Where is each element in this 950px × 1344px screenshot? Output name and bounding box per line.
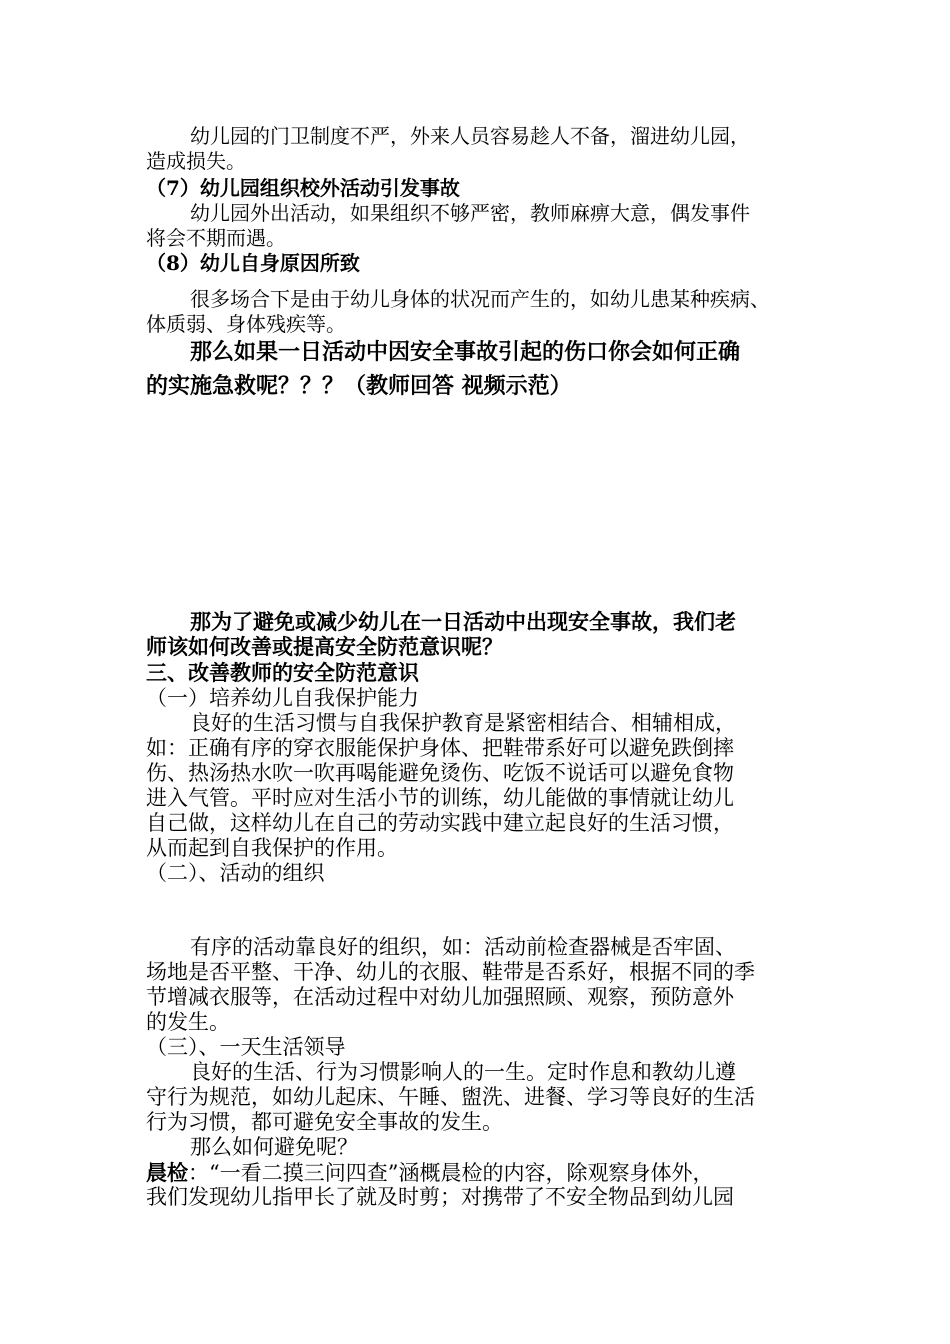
- body-text-line: 造成损失。: [146, 149, 246, 173]
- body-text-line: 很多场合下是由于幼儿身体的状况而产生的，如幼儿患某种疾病、: [190, 287, 770, 311]
- subsection-heading: （一）培养幼儿自我保护能力: [146, 686, 419, 710]
- body-text-line: 从而起到自我保护的作用。: [146, 836, 398, 860]
- body-text-line: 将会不期而遇。: [146, 226, 286, 250]
- morning-check-text: ：“一看二摸三问四查”涵概晨检的内容，除观察身体外，: [188, 1161, 714, 1185]
- body-text-line: 如：正确有序的穿衣服能保护身体、把鞋带系好可以避免跌倒摔: [146, 736, 734, 760]
- body-text-line: 节增减衣服等，在活动过程中对幼儿加强照顾、观察，预防意外: [146, 985, 734, 1009]
- body-text-line: 场地是否平整、干净、幼儿的衣服、鞋带是否系好，根据不同的季: [146, 960, 755, 984]
- body-text-line: 幼儿园的门卫制度不严，外来人员容易趁人不备，溜进幼儿园，: [190, 124, 750, 148]
- subsection-heading: （三）、一天生活领导: [146, 1035, 346, 1059]
- body-text-line: 有序的活动靠良好的组织，如：活动前检查器械是否牢固、: [190, 935, 736, 959]
- body-text-line: 进入气管。平时应对生活小节的训练，幼儿能做的事情就让幼儿: [146, 786, 734, 810]
- subsection-heading: （二）、活动的组织: [146, 861, 325, 885]
- section-heading: （7）幼儿园组织校外活动引发事故: [146, 176, 460, 200]
- body-text-line: 那么如何避免呢？: [190, 1135, 358, 1159]
- question-line: 那为了避免或减少幼儿在一日活动中出现安全事故，我们老: [190, 609, 736, 634]
- section-heading: （8）幼儿自身原因所致: [146, 251, 360, 275]
- question-line: 的实施急救呢？？？（教师回答 视频示范）: [146, 373, 572, 399]
- body-text-line: 行为习惯，都可避免安全事故的发生。: [146, 1110, 503, 1134]
- body-text-line: 的发生。: [146, 1010, 230, 1034]
- question-line: 那么如果一日活动中因安全事故引起的伤口你会如何正确: [190, 339, 741, 365]
- body-text-line: 我们发现幼儿指甲长了就及时剪；对携带了不安全物品到幼儿园: [146, 1185, 734, 1209]
- body-text-line: 体质弱、身体残疾等。: [146, 312, 346, 336]
- body-text-line: 自己做，这样幼儿在自己的劳动实践中建立起良好的生活习惯，: [146, 811, 734, 835]
- morning-check-label: 晨检: [146, 1160, 188, 1185]
- body-text-line: 良好的生活、行为习惯影响人的一生。定时作息和教幼儿遵: [190, 1060, 736, 1084]
- body-text-line: [146, 1162, 826, 1184]
- question-line: 师该如何改善或提高安全防范意识呢？: [146, 634, 503, 659]
- body-text-line: 守行为规范，如幼儿起床、午睡、盥洗、进餐、学习等良好的生活: [146, 1085, 755, 1109]
- body-text-line: 幼儿园外出活动，如果组织不够严密，教师麻痹大意，偶发事件: [190, 201, 750, 225]
- body-text-line: 良好的生活习惯与自我保护教育是紧密相结合、相辅相成，: [190, 711, 736, 735]
- chapter-heading: 三、改善教师的安全防范意识: [146, 660, 419, 685]
- body-text-line: 伤、热汤热水吹一吹再喝能避免烫伤、吃饭不说话可以避免食物: [146, 761, 734, 785]
